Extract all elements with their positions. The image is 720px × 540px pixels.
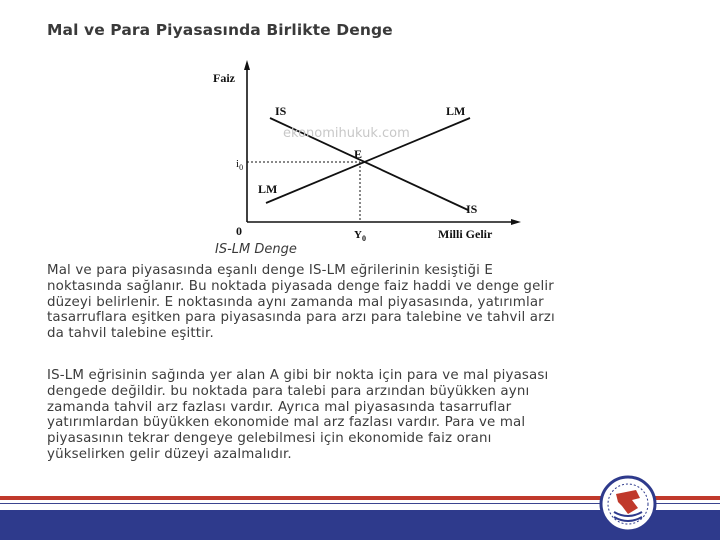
interest-tick-label: $i_0$ (236, 158, 244, 172)
paragraph-disequilibrium: IS-LM eğrisinin sağında yer alan A gibi bir nokta için para ve mal piyasası dengede değildir. bu noktada para talebi para arzından büyükken aynı zamanda tahvil arz fazlası vardır. Ayrıca mal piyasasında tasarruflar yatırımlardan büyükken ekonomide mal arz fazlası vardır. Para ve mal piyasasının tekrar dengeye gelebilmesi için ekonomide faiz oranı yükselirken gelir düzeyi azalmalıdır. (47, 368, 549, 462)
y-axis-arrow (244, 60, 250, 70)
origin-label: 0 (236, 224, 242, 238)
equilibrium-label: E (354, 147, 363, 161)
is-label-bottom: IS (466, 202, 478, 216)
x-axis-arrow (511, 219, 521, 225)
lm-label-top: LM (446, 104, 466, 118)
watermark: ekonomihukuk.com (283, 126, 410, 141)
diagram-caption: IS-LM Denge (215, 242, 297, 257)
paragraph-equilibrium: Mal ve para piyasasında eşanlı denge IS-LM eğrilerinin kesiştiği E noktasında sağlanır. Bu noktada piyasada denge faiz haddi ve denge gelir düzeyi belirlenir. E noktasında aynı zamanda mal piyasasında, yatırımlar tasarruflara eşitken para piyasasında para arzı para talebine ve tahvil arzı da tahvil talebine eşittir. (47, 263, 555, 342)
slide-title: Mal ve Para Piyasasında Birlikte Denge (47, 21, 393, 39)
income-tick-label: $Y_0$ (354, 229, 366, 243)
y-axis-label: Faiz (213, 71, 235, 85)
lm-label-bottom: LM (258, 182, 278, 196)
is-label-top: IS (275, 104, 287, 118)
is-lm-diagram (0, 0, 720, 260)
x-axis-label: Milli Gelir (438, 227, 493, 241)
university-logo-icon (598, 474, 658, 534)
